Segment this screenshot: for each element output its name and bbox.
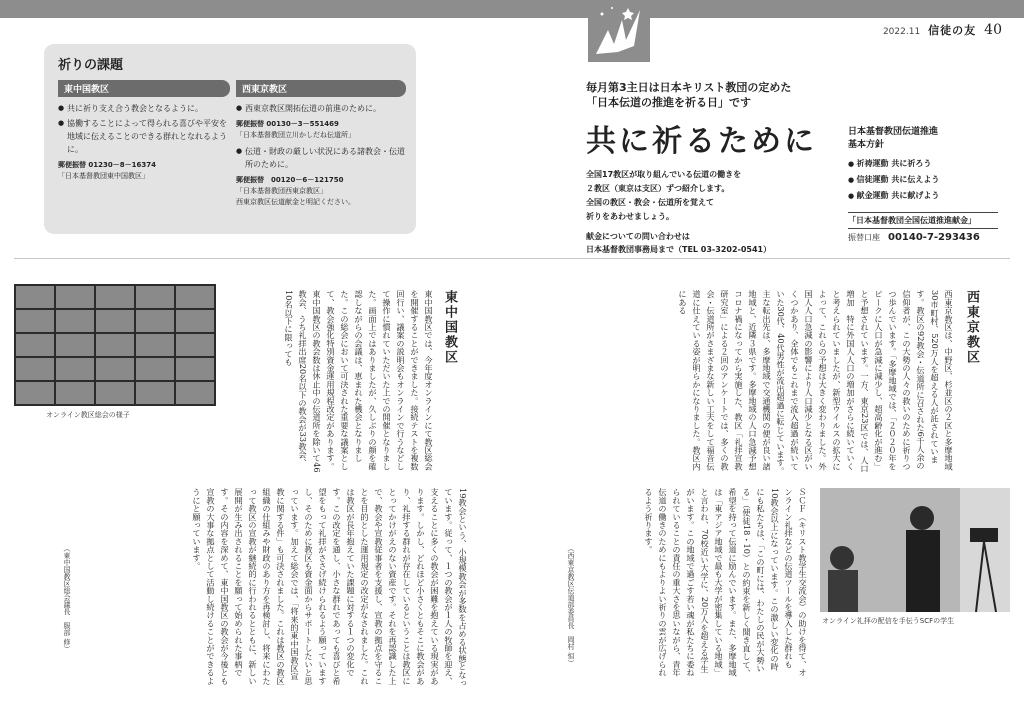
online-caption: オンライン教区総会の様子 (46, 411, 130, 419)
west-signature: （西東京教区伝道部委員長 岡村 恒） (567, 545, 575, 667)
east-body-1: 東中国教区では、今年度オンラインにて教区総会を開催することができました。接続テストを複数回行い、議案の説明会もオンラインで行うなどして操作に慣れていただいた上での開催となりました。画面上ではありましたが、久しぶりの顔を確認しながらの会議は、恵まれた機会となりました。この総会において可決された重要な議案として、教会強化特別資金運用規程改定があります。東中国教区の教会数は休止中の伝道所を除いて46教会、うち礼拝出席20名以下の教会が33教会、10名以下に限っても (284, 290, 434, 473)
west-body-1: 西東京教区は、中野区、杉並区の２区と多摩地域30市町村、520万人を超える人が託されています。教区の92教会・伝道所に召された6千人余の信仰者が、この大勢の人々の救いのために祈りつつ歩んでいます。「多摩地域では、「２０２０年をピークに人口が急減に減少し、超高齢化が進む」と予想されています。一方、東京23区では、人口増加 特に外国人人口の増加がさらに続いていくと考えられていましたが、新型ウイルスの拡大によって、これらの予想は大きく変わりました。外国人人口急減の影響により人口減少となる区がいくつかあり、全体でもこれまで流入超過が続いていた30代、40代男性が流出超過に転じています。主な転出先は、多摩地域で交通機関の便が良い諸地域と、近隣３県です。多摩地域の人口急減予想 (748, 290, 954, 475)
prayer-item: ● 協働することによって得られる喜びや平安を地域に伝えることのできる群れとなれるように。 (58, 117, 230, 156)
prayer-west (236, 80, 406, 208)
postal-east: 郵便振替 01230－8－16374 「日本基督教団東中国教区」 (58, 161, 157, 180)
postal-west-2: 郵便振替 00120－6－121750 「日本基督教団西東京教区」 西東京教区伝道献金と明記ください。 (236, 176, 355, 206)
issue-date: 2022.11 (882, 27, 921, 37)
prayer-item: ● 共に祈り支え合う教会となるように。 (58, 102, 230, 115)
policy-item: ● 祈祷運動 共に祈ろう (848, 156, 998, 172)
running-header (883, 22, 1002, 38)
prayer-west-list-2 (236, 145, 406, 171)
online-meeting-photo (14, 284, 216, 406)
west-body-2: コロナ禍になってから実施した、教区「礼拝宣教研究室」による２回のアンケートでは、多くの教会・伝道所がさまざまな新しい工夫をして福音伝道に仕えている姿が明らかになりました。教区内にある (678, 290, 744, 471)
east-heading: 東中国教区 (442, 290, 457, 365)
policy-list (848, 156, 998, 204)
west-heading: 西東京教区 (964, 290, 979, 365)
prayer-item: ● 西東京教区開拓伝道の前進のために。 (236, 102, 406, 115)
policy-item: ● 信徒運動 共に伝えよう (848, 172, 998, 188)
prayer-box (44, 44, 416, 234)
magazine-name: 信徒の友 (928, 24, 977, 37)
district-label-west: 西東京教区 (236, 80, 406, 97)
policy-box (848, 126, 998, 243)
intro-text: 全国17教区が取り組んでいる伝道の働きを ２教区（東京は支区）ずつ紹介します。 全国の教区・教会・伝道所を覚えて 祈りをあわせましょう。 (586, 170, 742, 221)
policy-heading: 日本基督教団伝道推進 基本方針 (848, 127, 939, 150)
prayer-item: ● 伝道・財政の厳しい状況にある諸教会・伝道所のために。 (236, 145, 406, 171)
prayer-east (58, 80, 230, 182)
prayer-east-list (58, 102, 230, 156)
east-signature: （東中国教区総会議長 服部 修） (63, 545, 71, 653)
postal-west-1: 郵便振替 00130－3－551469 「日本基督教団立川かしだね伝道所」 (236, 120, 355, 139)
east-body-2: 19教会という、小規模教会が多数を占める状態となっています。従って、１つの教会が１人の牧師を迎え、支えることに多くの教会が困難を抱えている現実があります。しかし、どれほど小さくともそこに教会があり、礼拝する群れが存在しているということは教区にとってかけがえのない資産です。それを再認識した上で、教会や宣教従事者を支援し、宣教の拠点を守ることを目的とした運用規定の改定がなされました。これは教区が長年抱えていた課題に対する１つの変化です。この改定を通し、小さな群れであっても喜びと希望をもって礼拝がささげ続けられるよう願っていますし、そのために教区も資金面からサポートしたいと思っています。加えて総会では、「将来的東中国教区宣教に関する件」も可決されました。これは教区の教区組織の仕組みや財政のあり方を再検討し、将来にわたって教区の宣教が継続的に行われるとともに、新しい展開が生み出されることを願って始められた事柄です。その内容を深めて、東中国教区の教会が今後とも宣教の大事な拠点として活動し続けることができるようにと願っています。 (192, 488, 468, 688)
account-number: 振替口座 00140-7-293436 (848, 232, 980, 243)
prayer-west-list (236, 102, 406, 115)
district-label-east: 東中国教区 (58, 80, 230, 97)
page-title: 共に祈るために (586, 124, 817, 159)
lead-block (586, 80, 817, 256)
section-divider (14, 258, 1010, 259)
contact-text: 献金についての問い合わせは 日本基督教団事務局まで（TEL 03-3202-0541） (586, 232, 772, 254)
page-number: 40 (984, 22, 1002, 38)
fund-name: 「日本基督教団全国伝道推進献金」 (848, 212, 998, 229)
west-body-3: ＳＣＦ（キリスト教学生交流会）の助けを得て、オンライン礼拝などの伝道ツールを導入した群れも10教会以上になっています。この激しい変化の時にも私たちは、「この町には、わたしの民が大勢いる」（使徒18・10）との約束を新しく聞き直して、希望を持って伝道に励んでいます。また、多摩地域は「東アジア地域で最も大学が密集している地域」と言われ、70校近い大学に、20万人を超える学生がいます。この地域で過ごす若い魂が私たちに委ねられていることの責任の重大さを思いながら、青年伝道の働きのためにもよりよい祈りの雲が広げられるよう祈ります。 (644, 488, 808, 677)
dove-icon (588, 0, 650, 62)
kicker: 毎月第3主日は日本キリスト教団の定めた 「日本伝道の推進を祈る日」です (586, 81, 792, 109)
top-band (0, 0, 1024, 18)
prayer-title: 祈りの課題 (58, 58, 124, 73)
scf-photo (820, 488, 1010, 612)
scf-caption: オンライン礼拝の配信を手伝うSCFの学生 (822, 617, 955, 625)
policy-item: ● 献金運動 共に献げよう (848, 188, 998, 204)
